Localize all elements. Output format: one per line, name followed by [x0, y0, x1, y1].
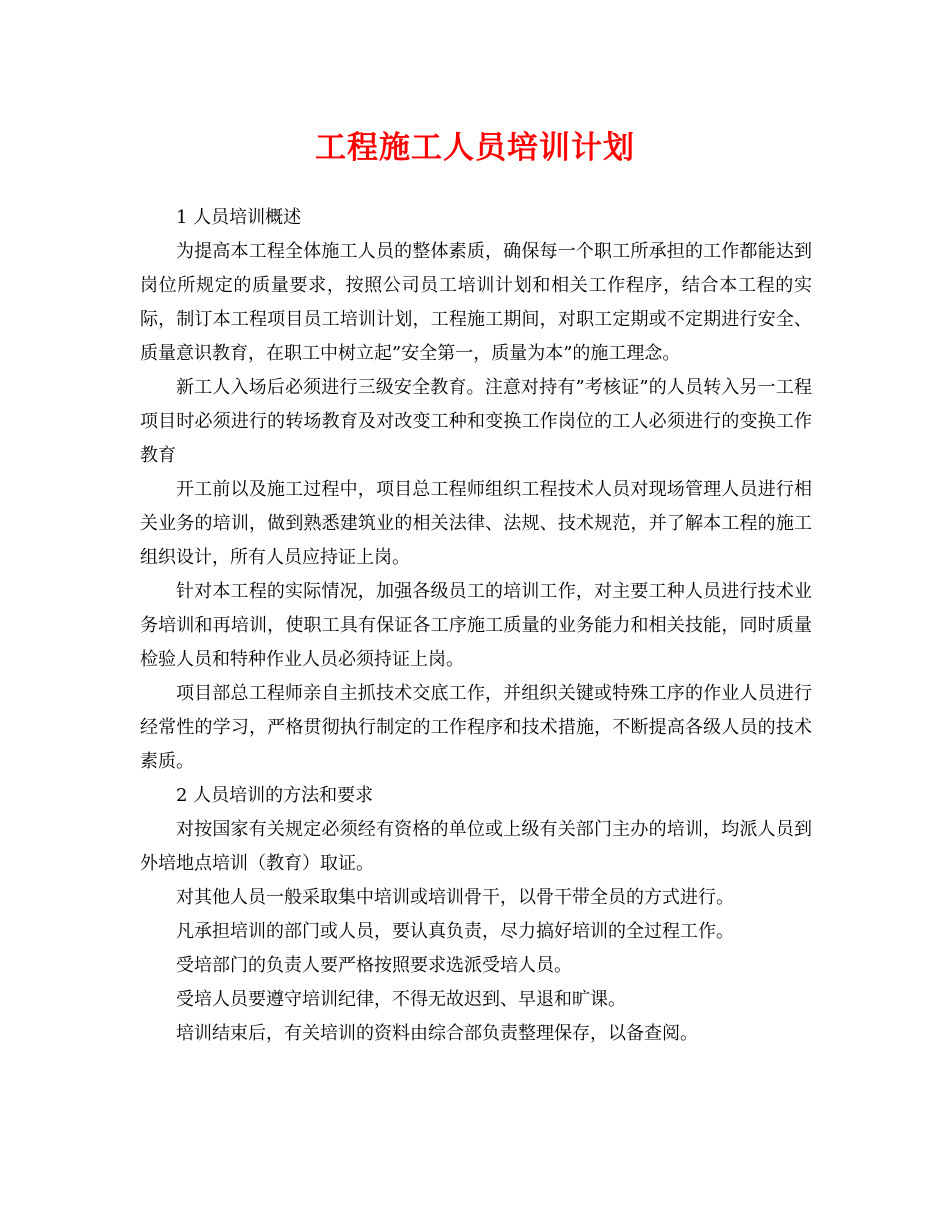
- paragraph: 项目部总工程师亲自主抓技术交底工作，并组织关键或特殊工序的作业人员进行经常性的学习，严格贯彻执行制定的工作程序和技术措施，不断提高各级人员的技术素质。: [140, 683, 812, 772]
- paragraph: 对按国家有关规定必须经有资格的单位或上级有关部门主办的培训，均派人员到外培地点培训（教育）取证。: [140, 819, 812, 874]
- paragraph: 对其他人员一般采取集中培训或培训骨干，以骨干带全员的方式进行。: [176, 887, 734, 908]
- paragraph: 为提高本工程全体施工人员的整体素质，确保每一个职工所承担的工作都能达到岗位所规定的质量要求，按照公司员工培训计划和相关工作程序，结合本工程的实际，制订本工程项目员工培训计划，工程施工期间，对职工定期或不定期进行安全、质量意识教育，在职工中树立起”安全第一，质量为本”的施工理念。: [140, 241, 812, 364]
- paragraph: 针对本工程的实际情况，加强各级员工的培训工作，对主要工种人员进行技术业务培训和再培训，使职工具有保证各工序施工质量的业务能力和相关技能，同时质量检验人员和特种作业人员必须持证上岗。: [140, 581, 812, 670]
- paragraph: 培训结束后，有关培训的资料由综合部负责整理保存，以备查阅。: [176, 1023, 698, 1044]
- paragraph: 开工前以及施工过程中，项目总工程师组织工程技术人员对现场管理人员进行相关业务的培训，做到熟悉建筑业的相关法律、法规、技术规范，并了解本工程的施工组织设计，所有人员应持证上岗。: [140, 479, 812, 568]
- document-body: [140, 201, 812, 1051]
- document-title: 工程施工人员培训计划: [315, 130, 635, 166]
- paragraph: 凡承担培训的部门或人员，要认真负责，尽力搞好培训的全过程工作。: [176, 921, 734, 942]
- section-heading-methods: 2 人员培训的方法和要求: [176, 785, 374, 806]
- paragraph: 新工人入场后必须进行三级安全教育。注意对持有”考核证”的人员转入另一工程项目时必须进行的转场教育及对改变工种和变换工作岗位的工人必须进行的变换工作教育: [140, 377, 812, 466]
- section-heading-overview: 1 人员培训概述: [176, 207, 302, 228]
- paragraph: 受培人员要遵守培训纪律，不得无故迟到、早退和旷课。: [176, 989, 626, 1010]
- paragraph: 受培部门的负责人要严格按照要求选派受培人员。: [176, 955, 572, 976]
